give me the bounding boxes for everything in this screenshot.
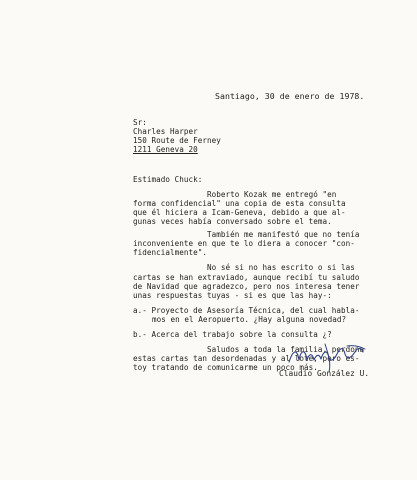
place-date: Santiago, 30 de enero de 1978. — [215, 91, 365, 101]
salutation: Estimado Chuck: — [133, 175, 203, 184]
body-line: que él hiciera a Icam-Geneva, debido a que al- — [133, 208, 346, 217]
body-line: También me manifestó que no tenía — [207, 230, 360, 239]
body-line: fidencialmente". — [133, 248, 207, 257]
body-line: cartas se han extraviado, aunque recibí tu saludo — [133, 273, 360, 282]
recipient-title: Sr: — [133, 118, 147, 127]
list-item-a: a.- Proyecto de Asesoría Técnica, del cual habla- — [133, 306, 360, 315]
body-line: de Navidad que agradezco, pero nos interesa tener — [133, 282, 360, 291]
body-line: No sé si no has escrito o si las — [207, 263, 355, 272]
recipient-street: 150 Route de Ferney — [133, 136, 221, 145]
body-line: Roberto Kozak me entregó "en — [207, 190, 337, 199]
body-line: Saludos a toda la familia, perdona — [207, 345, 365, 354]
signature-name: Claudio González U. — [279, 369, 370, 378]
recipient-city: 1211 Geneva 20 — [133, 145, 198, 154]
body-line: inconveniente en que te lo diera a conocer "con- — [133, 239, 355, 248]
body-line: gunas veces había conversado sobre el tema. — [133, 217, 332, 226]
body-line: unas respuestas tuyas - si es que las hay-: — [133, 291, 332, 300]
list-item-a-continued: mos en el Aeropuerto. ¿Hay alguna novedad? — [152, 315, 347, 324]
list-item-b: b.- Acerca del trabajo sobre la consulta ¿? — [133, 330, 332, 339]
body-line: estas cartas tan desordenadas y al lote, pero es- — [133, 354, 360, 363]
body-line: toy tratando de comunicarme un poco más. — [133, 363, 318, 372]
body-line: forma confidencial" una copia de esta consulta — [133, 199, 346, 208]
recipient-name: Charles Harper — [133, 127, 198, 136]
